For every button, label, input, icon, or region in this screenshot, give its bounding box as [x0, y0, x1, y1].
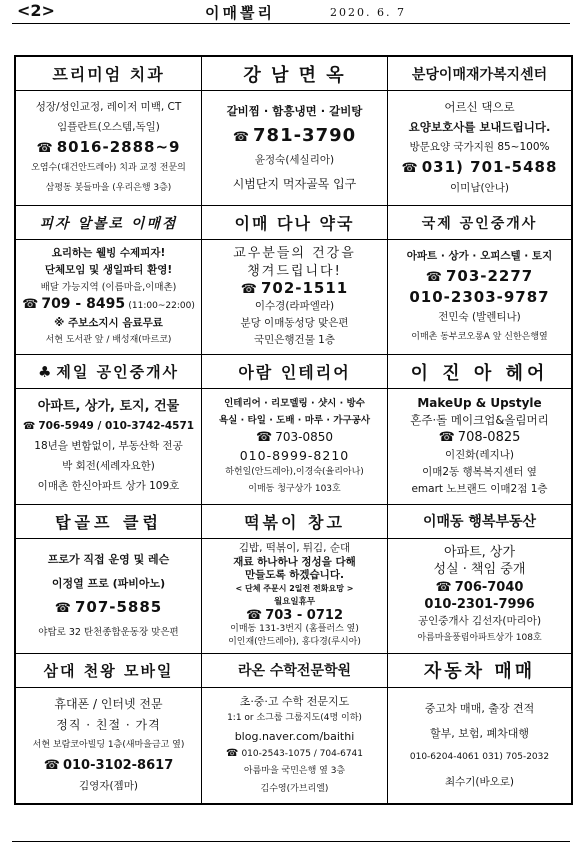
ad-phone [436, 581, 524, 594]
phone-number: 703-0850 [275, 430, 333, 445]
ad-line: 이인재(안드레아), 홍다경(루시아) [228, 637, 361, 648]
phone-icon: ☎ [435, 579, 452, 595]
ad-title: 떡볶이 창고 [202, 505, 387, 539]
ad-line: 성실 · 책임 중개 [433, 562, 526, 578]
ad-gukje-realty [388, 206, 571, 355]
business-hours: (11:00~22:00) [128, 301, 195, 312]
ad-line: 임플란트(오스템,독일) [57, 121, 160, 134]
phone-number: 708-0825 [457, 430, 521, 446]
phone-icon: ☎ [240, 281, 258, 297]
ad-line: 할부, 보험, 폐차대행 [430, 726, 529, 740]
ad-line: 서현 도서관 앞 / 배성재(마르코) [45, 335, 172, 346]
ad-phone [256, 431, 333, 444]
phone-icon: ☎ [43, 758, 60, 774]
ad-line: 갈비찜 · 함흥냉면 · 갈비탕 [226, 103, 363, 118]
plant-icon: ♣ [37, 362, 54, 381]
ad-line: 삼평동 봇들마을 (우리은행 3층) [45, 183, 172, 194]
ad-title: 피자 알볼로 이매점 [16, 206, 201, 240]
phone-icon: ☎ [401, 161, 419, 177]
ad-grid [14, 55, 573, 805]
ad-aram-interior [202, 355, 388, 504]
ad-line: 18년을 변함없이, 부동산학 전공 [34, 439, 183, 452]
ad-line: 이매동 131-3번지 (홈플러스 옆) [230, 623, 359, 634]
phone-number: 706-7040 [454, 579, 524, 595]
phone-icon: ☎ [232, 129, 251, 145]
ad-line: 혼주·돌 메이크업&올림머리 [410, 413, 549, 428]
ad-line: 1:1 or 소그룹 그룹지도(4명 이하) [227, 713, 362, 724]
ad-line: 챙겨드립니다! [247, 263, 342, 279]
ad-line: 서현 보람코아빌딩 1층(새마을금고 옆) [32, 739, 185, 750]
bulletin-title: 이매뽈리 [205, 4, 275, 22]
ad-line: 이매촌 한신아파트 상가 109호 [37, 480, 180, 493]
ad-line: 인테리어 · 리모델링 · 샷시 · 방수 [224, 397, 365, 409]
ad-line: 국민은행건물 1층 [253, 334, 336, 347]
ad-line: MakeUp & Upstyle [417, 395, 542, 410]
ad-jeil-realty [16, 355, 202, 504]
ad-line: 교우분들의 건강을 [233, 246, 356, 262]
ad-line: 프로가 직접 운영 및 레슨 [47, 552, 170, 566]
ad-line: 초·중·고 수학 전문지도 [239, 695, 350, 709]
phone-icon: ☎ [22, 420, 36, 432]
ad-line: 이매2동 행복복지센터 옆 [422, 465, 537, 478]
ad-line: 아름마을 국민은행 옆 3층 [243, 766, 346, 777]
ad-line: 만들도록 하겠습니다. [245, 568, 344, 581]
ad-mobile: 010-8999-8210 [239, 447, 350, 463]
ad-welfare-center [388, 57, 571, 206]
ad-title: 라온 수학전문학원 [202, 654, 387, 688]
ad-line: 이수경(라파엘라) [254, 299, 335, 312]
ad-line: 방문요양 국가지원 85~100% [409, 141, 550, 154]
phone-icon: ☎ [54, 600, 72, 616]
ad-line: 이진화(레지나) [444, 448, 515, 461]
phone-icon: ☎ [225, 748, 239, 760]
ad-line: 박 회전(세례자요한) [62, 460, 155, 473]
phone-icon: ☎ [256, 430, 273, 446]
ad-line: 아파트, 상가, 토지, 건물 [37, 398, 180, 414]
ad-phone [439, 431, 521, 444]
page-number: <2> [17, 1, 55, 20]
ad-line: 김영자(젬마) [79, 779, 138, 792]
phone-icon: ☎ [22, 297, 39, 313]
ad-phone [23, 420, 194, 433]
ad-leejina-hair [388, 355, 571, 504]
ad-title: 아람 인테리어 [202, 355, 387, 389]
ad-dana-pharmacy [202, 206, 388, 355]
ad-line: 윤정숙(세실리아) [254, 154, 335, 167]
phone-number: 010-3102-8617 [62, 758, 174, 774]
ad-gangnam-myeonok [202, 57, 388, 206]
header-divider [12, 23, 570, 24]
ad-line: 시범단지 먹자골목 입구 [232, 177, 357, 192]
ad-title: 탑골프 클럽 [16, 505, 201, 539]
ad-line: 공인중개사 김선자(마리아) [417, 615, 542, 628]
ad-line: 휴대폰 / 인터넷 전문 [54, 697, 163, 712]
footer-divider [12, 841, 570, 842]
ad-line: blog.naver.com/baithi [234, 729, 355, 743]
ad-line: 이정열 프로 (파비아노) [51, 576, 166, 590]
ad-line: 월요일휴무 [273, 596, 316, 607]
ad-line: 배달 가능지역 (이름마을,이매촌) [40, 282, 177, 294]
ad-haengbok-realty [388, 505, 571, 654]
ad-phone [246, 609, 343, 622]
phone-number: 703 - 0712 [265, 608, 343, 624]
ad-line: 단체모임 및 생일파티 환영! [44, 264, 173, 277]
phone-number: 010-2543-1075 / 704-6741 [241, 749, 364, 760]
ad-title: 삼대 천왕 모바일 [16, 654, 201, 688]
ad-line: 성장/성인교정, 레이저 미백, CT [35, 101, 182, 114]
ad-line: 이매촌 동부코오롱A 앞 신한은행옆 [411, 332, 548, 343]
ad-phone [44, 759, 174, 772]
phone-icon: ☎ [36, 141, 54, 157]
ad-line: emart 노브랜드 이매2점 1층 [411, 483, 548, 496]
ad-line: 야탑로 32 탄천종합운동장 맞은편 [38, 626, 179, 638]
ad-line: 아름마을풍림아파트상가 108호 [417, 633, 542, 644]
page-header [0, 0, 585, 26]
ad-line: ※ 주보소지시 음료무료 [54, 317, 163, 330]
ad-phone [425, 267, 534, 286]
ad-line: 전민숙 (발렌티나) [438, 311, 521, 324]
ad-pizza-alvolo [16, 206, 202, 355]
ad-phone [54, 597, 163, 616]
phone-number: 703-2277 [445, 267, 534, 286]
ad-line: 어르신 댁으로 [444, 100, 515, 115]
ad-line: 이미남(안나) [450, 182, 509, 195]
ad-samdae-mobile [16, 654, 202, 803]
ad-title [16, 355, 201, 389]
ad-line: 하헌일(안드레아),이경숙(율리아나) [225, 466, 364, 477]
ad-line: 중고차 매매, 출장 견적 [424, 702, 535, 716]
ad-line: 분당 이매동성당 맞은편 [240, 317, 349, 330]
ad-line: 이매동 청구상가 103호 [248, 484, 341, 495]
ad-title: 국제 공인중개사 [388, 206, 571, 240]
ad-title-text: 제일 공인중개사 [56, 363, 180, 382]
ad-line: 아파트, 상가 [443, 544, 516, 560]
phone-number: 702-1511 [260, 278, 349, 297]
ad-title: 프리미엄 치과 [16, 57, 201, 91]
ad-premium-dental [16, 57, 202, 206]
ad-line: 아파트 · 상가 · 오피스텔 · 토지 [406, 250, 553, 263]
ad-title: 이매 다나 약국 [202, 206, 387, 240]
ad-mobile: 010-2303-9787 [409, 288, 550, 307]
ad-line: 오염수(대건안드레아) 치과 교정 전문의 [31, 163, 186, 174]
ad-line: 김수영(가브리엘) [260, 783, 329, 794]
ad-line: 요양보호사를 보내드립니다. [408, 120, 551, 135]
ad-line: 최수기(바오로) [444, 775, 515, 788]
ad-line: 욕실 · 타일 · 도배 · 마루 · 가구공사 [218, 415, 371, 427]
ad-title: 이 진 아 헤어 [388, 355, 571, 389]
ad-line: 요리하는 웰빙 수제피자! [51, 247, 166, 260]
ad-car-dealer [388, 654, 571, 803]
phone-number: 8016-2888~9 [56, 138, 181, 157]
phone-icon: ☎ [438, 430, 455, 446]
ad-phone [36, 138, 181, 157]
ad-phone [232, 124, 357, 146]
ad-title: 분당이매재가복지센터 [388, 57, 571, 91]
ad-tteokbokki [202, 505, 388, 654]
ad-phone [22, 298, 195, 313]
phone-number: 031) 701-5488 [421, 158, 558, 177]
phone-number: 781-3790 [253, 124, 357, 146]
ad-phone [240, 278, 349, 297]
ad-mobile: 010-2301-7996 [424, 596, 535, 612]
phone-number: 709 - 8495 [41, 296, 126, 313]
ad-line: 정직 · 친절 · 가격 [56, 717, 161, 732]
phone-number: 706-5949 / 010-3742-4571 [38, 419, 195, 432]
ad-line: < 단체 주문시 2일전 전화요망 > [235, 584, 354, 594]
bulletin-date: 2020. 6. 7 [330, 6, 406, 19]
ad-phone [226, 747, 363, 761]
ad-title: 강 남 면 옥 [202, 57, 387, 91]
phone-icon: ☎ [425, 270, 443, 286]
phone-number: 707-5885 [74, 597, 163, 616]
ad-title: 이매동 행복부동산 [388, 505, 571, 539]
ad-raon-math [202, 654, 388, 803]
ad-title: 자동차 매매 [388, 654, 571, 688]
ad-line: 재료 하나하나 정성을 다해 [233, 555, 356, 568]
phone-icon: ☎ [246, 608, 263, 624]
ad-phone: 010-6204-4061 031) 705-2032 [409, 752, 550, 763]
ad-line: 김밥, 떡볶이, 튀김, 순대 [238, 542, 351, 555]
ad-top-golf [16, 505, 202, 654]
ad-phone [401, 158, 558, 177]
